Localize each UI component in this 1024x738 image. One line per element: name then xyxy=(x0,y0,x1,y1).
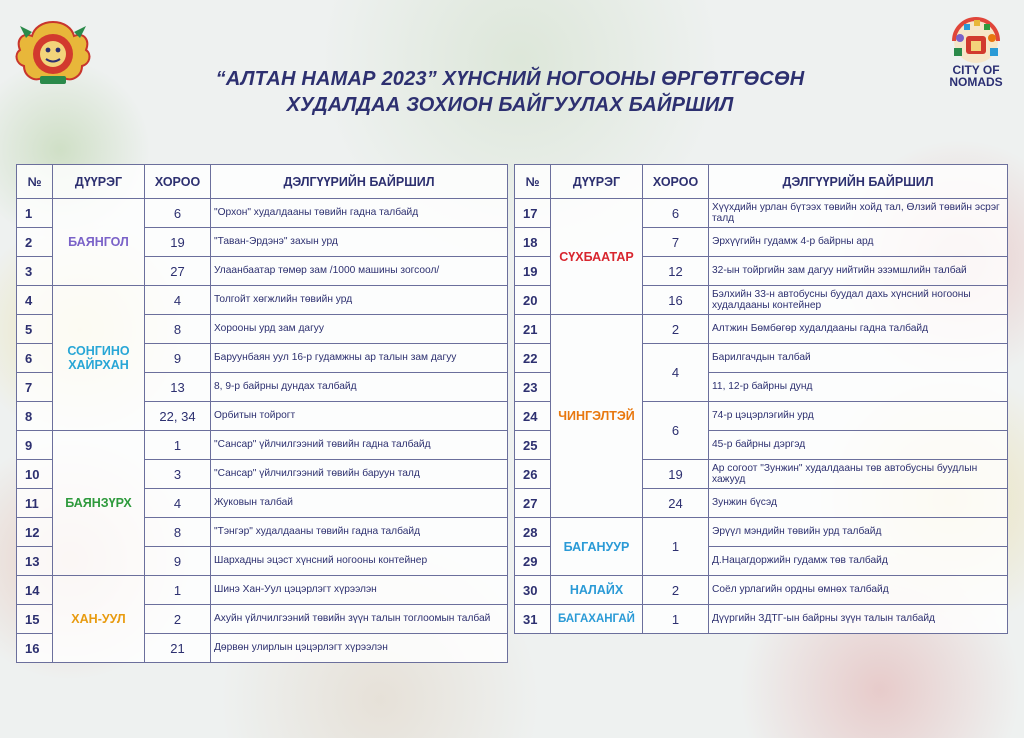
city-of-nomads-text xyxy=(940,64,1012,88)
row-location: Шинэ Хан-Уул цэцэрлэгт хүрээлэн xyxy=(211,576,508,605)
locations-table-right xyxy=(514,164,1008,634)
row-location: "Сансар" үйлчилгээний төвийн гадна талбайд xyxy=(211,431,508,460)
row-number: 29 xyxy=(515,547,551,576)
row-khoroo: 8 xyxy=(145,315,211,344)
page-title xyxy=(150,66,870,118)
header-location: ДЭЛГҮҮРИЙН БАЙРШИЛ xyxy=(709,165,1008,199)
row-khoroo: 12 xyxy=(643,257,709,286)
row-location: Барилгачдын талбай xyxy=(709,344,1008,373)
row-number: 25 xyxy=(515,431,551,460)
row-number: 21 xyxy=(515,315,551,344)
city-of-nomads-logo xyxy=(940,14,1012,94)
table-row xyxy=(515,576,1008,605)
row-location: Хорооны урд зам дагуу xyxy=(211,315,508,344)
row-number: 12 xyxy=(17,518,53,547)
district-name-line-1: СОНГИНО xyxy=(67,344,130,358)
row-location: Улаанбаатар төмөр зам /1000 машины зогсоол/ xyxy=(211,257,508,286)
row-number: 1 xyxy=(17,199,53,228)
row-khoroo: 24 xyxy=(643,489,709,518)
row-location: 8, 9-р байрны дундах талбайд xyxy=(211,373,508,402)
row-number: 22 xyxy=(515,344,551,373)
row-location: 45-р байрны дэргэд xyxy=(709,431,1008,460)
district-bagakhangai: БАГАХАНГАЙ xyxy=(551,605,643,634)
table-row xyxy=(17,431,508,460)
district-songinokhairkhan xyxy=(53,286,145,431)
table-row xyxy=(515,518,1008,547)
row-location: Хүүхдийн урлан бүтээх төвийн хойд тал, Өлзий төвийн эсрэг талд xyxy=(709,199,1008,228)
logo-line-2: NOMADS xyxy=(949,75,1003,89)
row-khoroo: 19 xyxy=(643,460,709,489)
header-khoroo: ХОРОО xyxy=(145,165,211,199)
table-row xyxy=(515,315,1008,344)
district-name-line-2: ХАЙРХАН xyxy=(68,358,129,372)
row-location: "Орхон" худалдааны төвийн гадна талбайд xyxy=(211,199,508,228)
header-district: ДҮҮРЭГ xyxy=(53,165,145,199)
table-header-row xyxy=(17,165,508,199)
row-khoroo: 1 xyxy=(643,605,709,634)
row-number: 26 xyxy=(515,460,551,489)
header-no: № xyxy=(17,165,53,199)
row-location: Зунжин бүсэд xyxy=(709,489,1008,518)
row-number: 6 xyxy=(17,344,53,373)
row-khoroo: 22, 34 xyxy=(145,402,211,431)
city-of-nomads-emblem-icon xyxy=(940,14,1012,64)
header-location: ДЭЛГҮҮРИЙН БАЙРШИЛ xyxy=(211,165,508,199)
row-location: Баруунбаян уул 16-р гудамжны ар талын зам дагуу xyxy=(211,344,508,373)
row-location: Жуковын талбай xyxy=(211,489,508,518)
row-number: 5 xyxy=(17,315,53,344)
row-location: Соёл урлагийн ордны өмнөх талбайд xyxy=(709,576,1008,605)
row-location: Орбитын тойрогт xyxy=(211,402,508,431)
row-khoroo: 1 xyxy=(145,576,211,605)
row-number: 24 xyxy=(515,402,551,431)
row-number: 27 xyxy=(515,489,551,518)
row-number: 31 xyxy=(515,605,551,634)
row-location: Ар согоот "Зунжин" худалдааны төв автобусны буудлын хажууд xyxy=(709,460,1008,489)
row-location: Дүүргийн ЗДТГ-ын байрны зүүн талын талбайд xyxy=(709,605,1008,634)
row-khoroo: 6 xyxy=(145,199,211,228)
row-number: 13 xyxy=(17,547,53,576)
row-khoroo: 16 xyxy=(643,286,709,315)
row-number: 28 xyxy=(515,518,551,547)
district-baganuur: БАГАНУУР xyxy=(551,518,643,576)
row-location: 11, 12-р байрны дунд xyxy=(709,373,1008,402)
district-sukhbaatar: СҮХБААТАР xyxy=(551,199,643,315)
row-location: 74-р цэцэрлэгийн урд xyxy=(709,402,1008,431)
row-khoroo: 21 xyxy=(145,634,211,663)
row-khoroo: 1 xyxy=(643,518,709,576)
table-row xyxy=(515,199,1008,228)
row-location: 32-ын тойргийн зам дагуу нийтийн эзэмшлийн талбай xyxy=(709,257,1008,286)
table-row xyxy=(17,286,508,315)
title-line-2: ХУДАЛДАА ЗОХИОН БАЙГУУЛАХ БАЙРШИЛ xyxy=(286,94,734,116)
row-number: 19 xyxy=(515,257,551,286)
row-khoroo: 19 xyxy=(145,228,211,257)
row-number: 2 xyxy=(17,228,53,257)
table-row xyxy=(17,199,508,228)
row-number: 16 xyxy=(17,634,53,663)
row-khoroo: 2 xyxy=(643,576,709,605)
district-bayanzurkh: БАЯНЗҮРХ xyxy=(53,431,145,576)
row-khoroo: 9 xyxy=(145,344,211,373)
locations-table-left xyxy=(16,164,508,663)
row-number: 20 xyxy=(515,286,551,315)
row-khoroo: 6 xyxy=(643,199,709,228)
row-location: "Тэнгэр" худалдааны төвийн гадна талбайд xyxy=(211,518,508,547)
district-chingeltei: ЧИНГЭЛТЭЙ xyxy=(551,315,643,518)
row-location: Дөрвөн улирлын цэцэрлэгт хүрээлэн xyxy=(211,634,508,663)
row-number: 9 xyxy=(17,431,53,460)
row-number: 10 xyxy=(17,460,53,489)
row-khoroo: 27 xyxy=(145,257,211,286)
row-khoroo: 3 xyxy=(145,460,211,489)
table-row xyxy=(17,576,508,605)
district-khanuul: ХАН-УУЛ xyxy=(53,576,145,663)
row-number: 8 xyxy=(17,402,53,431)
row-number: 14 xyxy=(17,576,53,605)
row-number: 7 xyxy=(17,373,53,402)
row-number: 15 xyxy=(17,605,53,634)
row-khoroo: 4 xyxy=(643,344,709,402)
row-khoroo: 7 xyxy=(643,228,709,257)
row-location: "Таван-Эрдэнэ" захын урд xyxy=(211,228,508,257)
row-number: 4 xyxy=(17,286,53,315)
row-number: 23 xyxy=(515,373,551,402)
row-khoroo: 2 xyxy=(643,315,709,344)
row-khoroo: 9 xyxy=(145,547,211,576)
row-location: Бэлхийн 33-н автобусны буудал дахь хүнсний ногооны худалдааны контейнер xyxy=(709,286,1008,315)
row-number: 3 xyxy=(17,257,53,286)
row-location: Ахуйн үйлчилгээний төвийн зүүн талын тоглоомын талбай xyxy=(211,605,508,634)
city-emblem-logo xyxy=(12,18,94,88)
header-district: ДҮҮРЭГ xyxy=(551,165,643,199)
row-location: "Сансар" үйлчилгээний төвийн баруун талд xyxy=(211,460,508,489)
row-khoroo: 2 xyxy=(145,605,211,634)
row-khoroo: 6 xyxy=(643,402,709,460)
district-bayangol: БАЯНГОЛ xyxy=(53,199,145,286)
table-header-row xyxy=(515,165,1008,199)
row-location: Шархадны эцэст хүнсний ногооны контейнер xyxy=(211,547,508,576)
district-nalaikh: НАЛАЙХ xyxy=(551,576,643,605)
row-location: Эрхүүгийн гудамж 4-р байрны ард xyxy=(709,228,1008,257)
row-location: Толгойт хөгжлийн төвийн урд xyxy=(211,286,508,315)
table-row xyxy=(515,605,1008,634)
row-khoroo: 4 xyxy=(145,286,211,315)
row-khoroo: 8 xyxy=(145,518,211,547)
header-khoroo: ХОРОО xyxy=(643,165,709,199)
row-number: 17 xyxy=(515,199,551,228)
logo-line-1: CITY OF xyxy=(952,63,1000,77)
row-location: Эрүүл мэндийн төвийн урд талбайд xyxy=(709,518,1008,547)
row-khoroo: 1 xyxy=(145,431,211,460)
row-location: Д.Нацагдоржийн гудамж төв талбайд xyxy=(709,547,1008,576)
title-line-1: “АЛТАН НАМАР 2023” ХҮНСНИЙ НОГООНЫ ӨРГӨТГӨСӨН xyxy=(215,68,805,90)
header-no: № xyxy=(515,165,551,199)
row-number: 11 xyxy=(17,489,53,518)
row-khoroo: 4 xyxy=(145,489,211,518)
row-location: Алтжин Бөмбөгөр худалдааны гадна талбайд xyxy=(709,315,1008,344)
row-number: 30 xyxy=(515,576,551,605)
row-khoroo: 13 xyxy=(145,373,211,402)
row-number: 18 xyxy=(515,228,551,257)
